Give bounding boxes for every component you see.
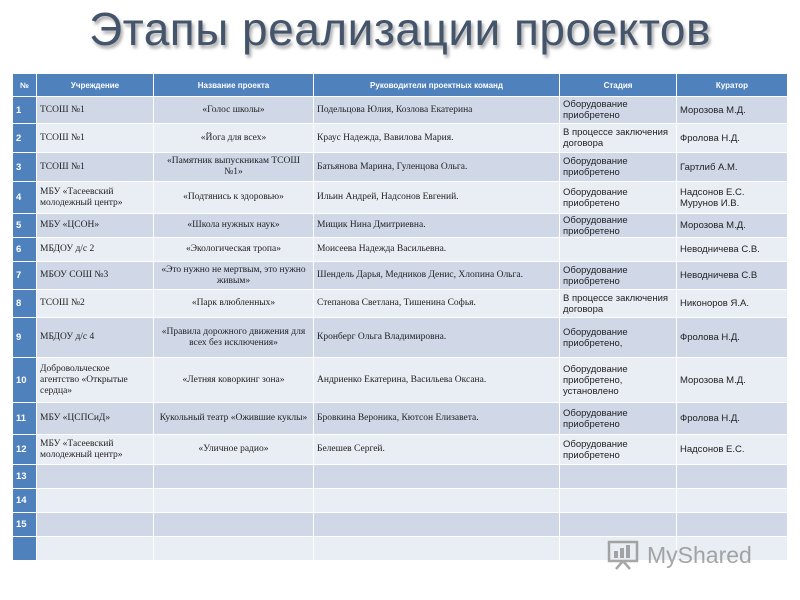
row-project: «Летняя коворкинг зона» xyxy=(154,358,314,403)
row-project: Кукольный театр «Ожившие куклы» xyxy=(154,403,314,435)
row-project: «Парк влюбленных» xyxy=(154,290,314,318)
row-stage: Оборудование приобретено xyxy=(560,262,677,290)
row-leaders xyxy=(314,465,560,489)
row-curator: Фролова Н.Д. xyxy=(677,124,788,153)
projects-table xyxy=(12,73,788,561)
row-curator: Надсонов Е.С. xyxy=(677,435,788,465)
row-curator: Фролова Н.Д. xyxy=(677,403,788,435)
row-organization: ТСОШ №2 xyxy=(37,290,154,318)
table-row xyxy=(13,214,788,238)
table-row xyxy=(13,97,788,124)
row-leaders: Мищик Нина Дмитриевна. xyxy=(314,214,560,238)
row-number: 14 xyxy=(13,489,37,513)
row-leaders xyxy=(314,513,560,537)
table-row xyxy=(13,262,788,290)
row-project: «Подтянись к здоровью» xyxy=(154,182,314,214)
table-row xyxy=(13,435,788,465)
row-leaders: Кронберг Ольга Владимировна. xyxy=(314,318,560,358)
row-stage xyxy=(560,465,677,489)
page-title: Этапы реализации проектов xyxy=(89,3,711,55)
row-number: 7 xyxy=(13,262,37,290)
row-number: 1 xyxy=(13,97,37,124)
row-organization: МБУ «Тасеевский молодежный центр» xyxy=(37,182,154,214)
row-curator xyxy=(677,489,788,513)
row-number: 4 xyxy=(13,182,37,214)
row-project xyxy=(154,513,314,537)
row-project: «Йога для всех» xyxy=(154,124,314,153)
row-curator: Гартлиб А.М. xyxy=(677,153,788,182)
row-stage xyxy=(560,513,677,537)
row-leaders: Батьянова Марина, Гуленцова Ольга. xyxy=(314,153,560,182)
row-stage: Оборудование приобретено, установлено xyxy=(560,358,677,403)
row-curator: Морозова М.Д. xyxy=(677,214,788,238)
table-row xyxy=(13,403,788,435)
row-project xyxy=(154,537,314,561)
row-number: 15 xyxy=(13,513,37,537)
row-organization: МБУ «Тасеевский молодежный центр» xyxy=(37,435,154,465)
row-stage: Оборудование приобретено xyxy=(560,97,677,124)
row-leaders: Подельцова Юлия, Козлова Екатерина xyxy=(314,97,560,124)
row-curator xyxy=(677,513,788,537)
row-number: 3 xyxy=(13,153,37,182)
row-leaders xyxy=(314,489,560,513)
row-stage: Оборудование приобретено, xyxy=(560,318,677,358)
row-leaders: Андриенко Екатерина, Васильева Оксана. xyxy=(314,358,560,403)
row-organization: МБУ «ЦСОН» xyxy=(37,214,154,238)
row-organization: ТСОШ №1 xyxy=(37,124,154,153)
row-leaders: Степанова Светлана, Тишенина Софья. xyxy=(314,290,560,318)
row-leaders: Моисеева Надежда Васильевна. xyxy=(314,238,560,262)
row-number: 5 xyxy=(13,214,37,238)
row-organization: МБДОУ д/с 2 xyxy=(37,238,154,262)
row-curator: Фролова Н.Д. xyxy=(677,318,788,358)
table-row xyxy=(13,238,788,262)
watermark-text: MyShared xyxy=(647,541,752,568)
row-leaders: Шендель Дарья, Медников Денис, Хлопина Ольга. xyxy=(314,262,560,290)
row-curator: Морозова М.Д. xyxy=(677,358,788,403)
col-header-organization: Учреждение xyxy=(37,74,154,97)
table-row xyxy=(13,489,788,513)
table-header-row xyxy=(13,74,788,97)
row-curator: Неводничева С.В. xyxy=(677,238,788,262)
col-header-stage: Стадия xyxy=(560,74,677,97)
row-stage: Оборудование приобретено xyxy=(560,182,677,214)
table-row xyxy=(13,182,788,214)
row-leaders: Ильин Андрей, Надсонов Евгений. xyxy=(314,182,560,214)
row-leaders: Бровкина Вероника, Кютсон Елизавета. xyxy=(314,403,560,435)
row-stage: В процессе заключения договора xyxy=(560,290,677,318)
row-stage: Оборудование приобретено xyxy=(560,153,677,182)
row-stage: Оборудование приобретено xyxy=(560,214,677,238)
row-organization: ТСОШ №1 xyxy=(37,97,154,124)
row-stage xyxy=(560,489,677,513)
row-project: «Уличное радио» xyxy=(154,435,314,465)
watermark xyxy=(607,538,752,572)
row-project: «Экологическая тропа» xyxy=(154,238,314,262)
row-number: 2 xyxy=(13,124,37,153)
row-curator: Неводничева С.В xyxy=(677,262,788,290)
row-project: «Школа нужных наук» xyxy=(154,214,314,238)
row-organization: ТСОШ №1 xyxy=(37,153,154,182)
row-organization: Добровольческое агентство «Открытые сердца» xyxy=(37,358,154,403)
row-organization xyxy=(37,513,154,537)
row-number: 9 xyxy=(13,318,37,358)
row-leaders: Краус Надежда, Вавилова Мария. xyxy=(314,124,560,153)
row-leaders: Белешев Сергей. xyxy=(314,435,560,465)
row-number xyxy=(13,537,37,561)
row-project xyxy=(154,465,314,489)
row-leaders xyxy=(314,537,560,561)
row-project xyxy=(154,489,314,513)
col-header-project: Название проекта xyxy=(154,74,314,97)
row-organization xyxy=(37,537,154,561)
table-row xyxy=(13,153,788,182)
row-curator: Никоноров Я.А. xyxy=(677,290,788,318)
row-organization xyxy=(37,489,154,513)
table-row xyxy=(13,513,788,537)
col-header-leaders: Руководители проектных команд xyxy=(314,74,560,97)
row-organization: МБДОУ д/с 4 xyxy=(37,318,154,358)
row-number: 10 xyxy=(13,358,37,403)
col-header-curator: Куратор xyxy=(677,74,788,97)
row-organization: МБОУ СОШ №3 xyxy=(37,262,154,290)
row-number: 13 xyxy=(13,465,37,489)
row-number: 6 xyxy=(13,238,37,262)
table-row xyxy=(13,124,788,153)
row-number: 8 xyxy=(13,290,37,318)
table-row xyxy=(13,465,788,489)
row-stage: Оборудование приобретено xyxy=(560,403,677,435)
row-number: 11 xyxy=(13,403,37,435)
table-row xyxy=(13,318,788,358)
row-curator xyxy=(677,465,788,489)
row-project: «Это нужно не мертвым, это нужно живым» xyxy=(154,262,314,290)
table-row xyxy=(13,290,788,318)
row-project: «Правила дорожного движения для всех без исключения» xyxy=(154,318,314,358)
row-stage xyxy=(560,238,677,262)
row-project: «Памятник выпускникам ТСОШ №1» xyxy=(154,153,314,182)
row-curator: Надсонов Е.С. Мурунов И.В. xyxy=(677,182,788,214)
presentation-board-icon xyxy=(607,539,641,571)
col-header-number: № xyxy=(13,74,37,97)
table-row xyxy=(13,358,788,403)
row-stage: Оборудование приобретено xyxy=(560,435,677,465)
row-stage: В процессе заключения договора xyxy=(560,124,677,153)
row-number: 12 xyxy=(13,435,37,465)
row-project: «Голос школы» xyxy=(154,97,314,124)
row-curator: Морозова М.Д. xyxy=(677,97,788,124)
row-organization: МБУ «ЦСПСиД» xyxy=(37,403,154,435)
row-organization xyxy=(37,465,154,489)
